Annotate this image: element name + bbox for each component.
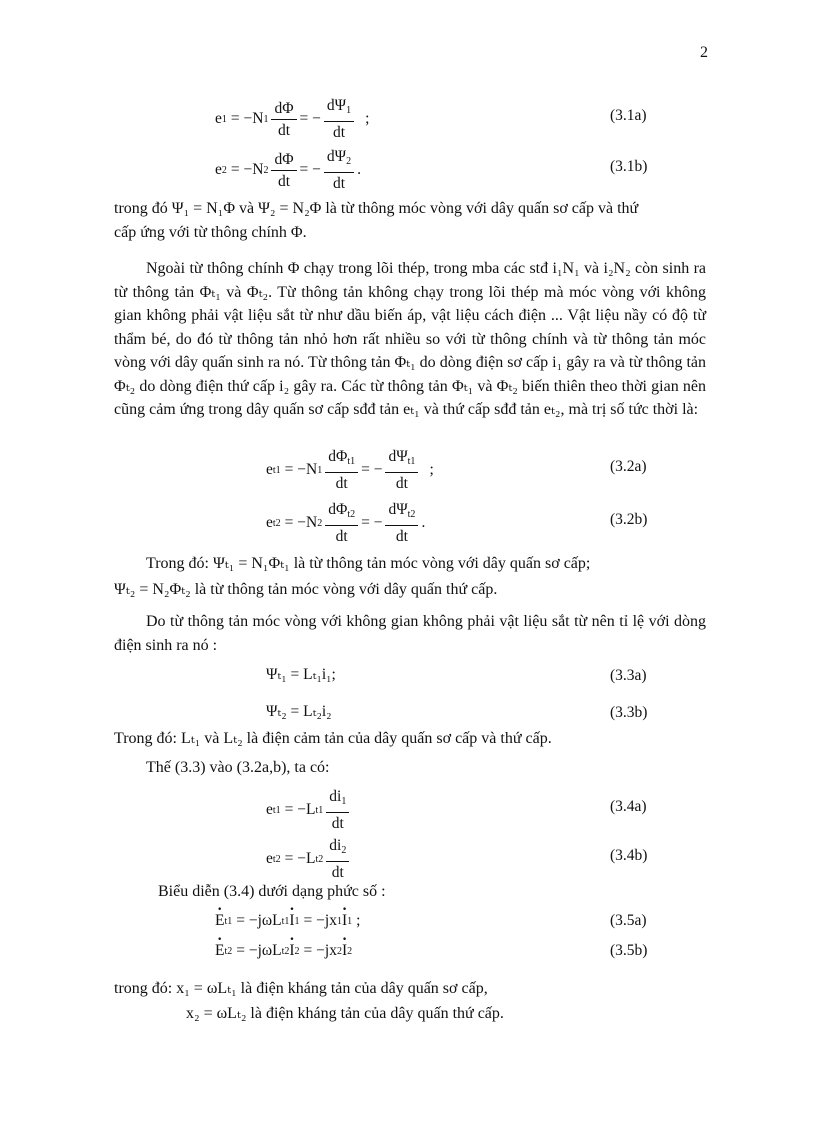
equation-number: (3.1a) [610, 107, 647, 124]
equation-number: (3.1b) [610, 158, 648, 175]
equation-3-4a: e t1 = −L t1 $\frac{di_1}{dt}$ [266, 788, 352, 832]
text-line: x₂ = ωLₜ₂ là điện kháng tản của dây quấn thứ cấp. [186, 1005, 504, 1022]
equation-number: (3.5a) [610, 912, 647, 929]
equation-3-3b: Ψₜ₂ = Lₜ₂i₂ [266, 703, 332, 720]
equation-number: (3.5b) [610, 942, 648, 959]
equation-number: (3.3b) [610, 704, 648, 721]
equation-number: (3.4b) [610, 847, 648, 864]
equation-3-3a: Ψₜ₁ = Lₜ₁i₁; [266, 666, 336, 683]
text-line: Trong đó: Ψₜ₁ = N₁Φₜ₁ là từ thông tản móc vòng với dây quấn sơ cấp; [146, 555, 591, 572]
equation-number: (3.2b) [610, 511, 648, 528]
equation-3-2a: e t1 = −N 1 $\frac{d\Phi_{t1}}{dt}$ = − $\frac{d\Psi_{t1}}{dt}$ ; [266, 448, 434, 492]
text-line: trong đó: x₁ = ωLₜ₁ là điện kháng tản của dây quấn sơ cấp, [114, 980, 488, 997]
text-line: Ψₜ₂ = N₂Φₜ₂ là từ thông tản móc vòng với dây quấn thứ cấp. [114, 581, 498, 598]
text-line: Trong đó: Lₜ₁ và Lₜ₂ là điện cảm tản của dây quấn sơ cấp và thứ cấp. [114, 730, 552, 747]
equation-3-1b: e 2 = −N 2 $\frac{d\Phi}{dt}$ = − $\frac{d\Psi_2}{dt}$ . [215, 148, 361, 192]
equation-3-1a: e 1 = −N 1 $\frac{d\Phi}{dt}$ = − $\frac{d\Psi_1}{dt}$ ; [215, 97, 370, 141]
text-line: Biểu diễn (3.4) dưới dạng phức số : [158, 883, 386, 900]
text-line: Thế (3.3) vào (3.2a,b), ta có: [146, 759, 330, 776]
equation-3-5b: · E t2 = −jωL t2 · I 2 = −jx 2 · I 2 [215, 942, 352, 960]
equation-number: (3.3a) [610, 667, 647, 684]
equation-number: (3.4a) [610, 798, 647, 815]
equation-number: (3.2a) [610, 458, 647, 475]
page-number: 2 [700, 44, 708, 61]
equation-3-5a: · E t1 = −jωL t1 · I 1 = −jx 1 · I 1 ; [215, 912, 360, 930]
equation-3-2b: e t2 = −N 2 $\frac{d\Phi_{t2}}{dt}$ = − $\frac{d\Psi_{t2}}{dt}$ . [266, 501, 426, 545]
paragraph: Do từ thông tản móc vòng với không gian không phải vật liệu sắt từ nên tỉ lệ với dòng điện sinh ra nó : [114, 613, 706, 654]
equation-3-4b: e t2 = −L t2 $\frac{di_2}{dt}$ [266, 837, 352, 881]
text-line: cấp ứng với từ thông chính Φ. [114, 224, 307, 241]
paragraph: Ngoài từ thông chính Φ chạy trong lõi thép, trong mba các stđ i₁N₁ và i₂N₂ còn sinh ra từ thông tản Φₜ₁ và Φₜ₂. Từ thông tản không chạy trong lõi thép mà móc vòng với không gian không phải vật liệu sắt từ như dầu biến áp, vật liệu cách điện ... Vật liệu nầy có độ từ thẩm bé, do đó từ thông tản nhỏ hơn rất nhiều so với từ thông chính và từ thông tản móc vòng với dây quấn sinh ra nó. Từ thông tản Φₜ₁ do dòng điện sơ cấp i₁ gây ra và từ thông tản Φₜ₂ do dòng điện thứ cấp i₂ gây ra. Các từ thông tản Φₜ₁ và Φₜ₂ biến thiên theo thời gian nên cũng cảm ứng trong dây quấn sơ cấp sđđ tản eₜ₁ và thứ cấp sđđ tản eₜ₂, mà trị số tức thời là: [114, 260, 706, 418]
text-line: trong đó Ψ₁ = N₁Φ và Ψ₂ = N₂Φ là từ thông móc vòng với dây quấn sơ cấp và thứ [114, 200, 639, 217]
